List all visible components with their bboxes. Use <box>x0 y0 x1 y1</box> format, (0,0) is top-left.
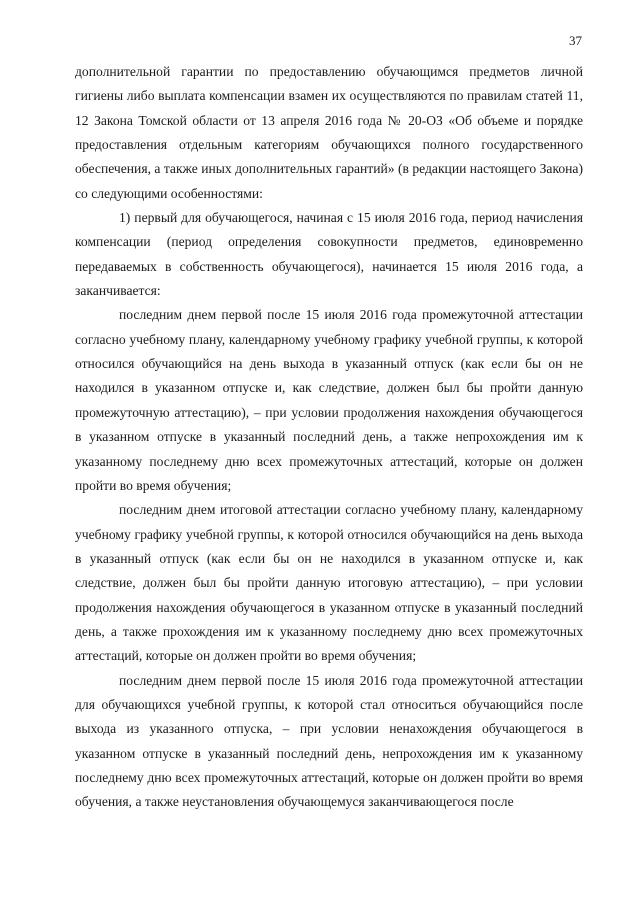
paragraph-item-1: 1) первый для обучающегося, начиная с 15 июля 2016 года, период начисления компенсации (период определения совокупности предметов, единовременно передаваемых в собственность обучающегося), начинается 15 июля 2016 года, а заканчивается: <box>75 210 583 299</box>
paragraph-after-leave: последним днем первой после 15 июля 2016 года промежуточной аттестации для обучающихся учебной группы, к которой стал относиться обучающийся после выхода из указанного отпуска, – при условии ненахождения обучающегося в указанном отпуске в указанный последний день, непрохождения им к указанному последнему дню всех промежуточных аттестаций, которые он должен пройти во время обучения, а также неустановления обучающемуся заканчивающегося после <box>75 672 583 810</box>
paragraph-final-attestation: последним днем итоговой аттестации согласно учебному плану, календарному учебному графику учебной группы, к которой относился обучающийся на день выхода в указанный отпуск (как если бы он не находился в указанном отпуске и, как следствие, должен был бы пройти данную итоговую аттестацию), – при условии продолжения нахождения обучающегося в указанном отпуске в указанный последний день, а также прохождения им к указанному последнему дню всех промежуточных аттестаций, которые он должен пройти во время обучения; <box>75 502 583 664</box>
paragraph-intermediate-attestation: последним днем первой после 15 июля 2016 года промежуточной аттестации согласно учебному плану, календарному учебному графику учебной группы, к которой относился обучающийся на день выхода в указанный отпуск (как если бы он не находился в указанном отпуске и, как следствие, должен был бы пройти данную промежуточную аттестацию), – при условии продолжения нахождения обучающегося в указанном отпуске в указанный последний день, а также непрохождения им к указанному последнему дню всех промежуточных аттестаций, которые он должен пройти во время обучения; <box>75 307 583 493</box>
page-number: 37 <box>569 33 582 48</box>
paragraph-continuation: дополнительной гарантии по предоставлению обучающимся предметов личной гигиены либо выплата компенсации взамен их осуществляются по правилам статей 11, 12 Закона Томской области от 13 апреля 2016 года № 20-ОЗ «Об объеме и порядке предоставления отдельным категориям обучающихся полного государственного обеспечения, а также иных дополнительных гарантий» (в редакции настоящего Закона) со следующими особенностями: <box>75 64 583 201</box>
document-body <box>75 60 583 815</box>
